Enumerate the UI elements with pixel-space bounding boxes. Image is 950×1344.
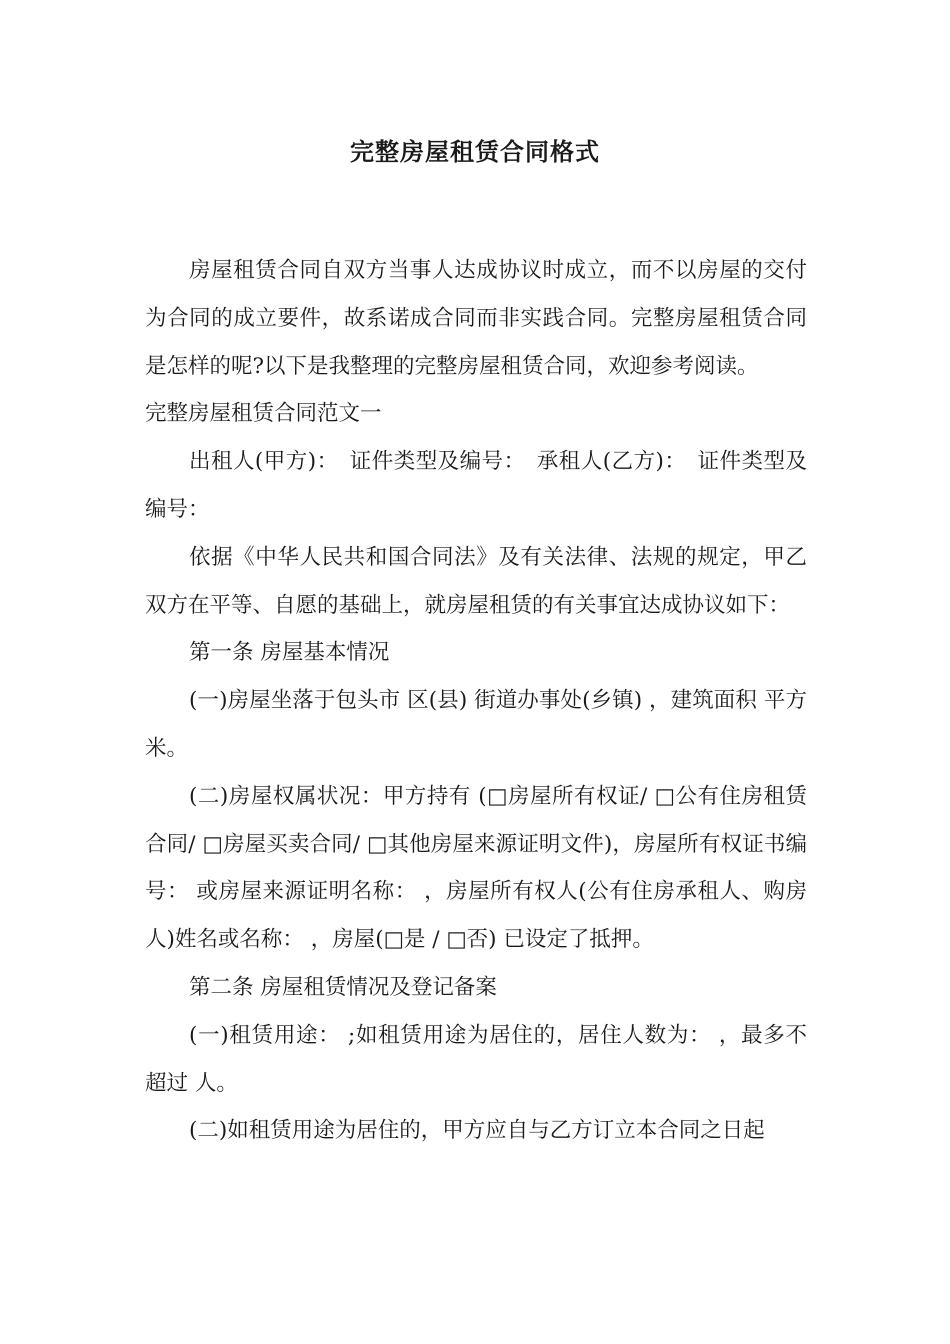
section-heading: 完整房屋租赁合同范文一 [145, 401, 382, 427]
paragraph: (一)租赁用途： ;如租赁用途为居住的，居住人数为： ，最多不超过 人。 [145, 1022, 807, 1096]
paragraph: (一)房屋坐落于包头市 区(县) 街道办事处(乡镇) ，建筑面积 平方米。 [145, 688, 807, 761]
paragraph: 出租人(甲方)： 证件类型及编号： 承租人(乙方)： 证件类型及编号： [145, 449, 807, 522]
paragraph: (二)房屋权属状况：甲方持有 (□房屋所有权证/ □公有住房租赁合同/ □房屋买卖合同/ □其他房屋来源证明文件)，房屋所有权证书编号： 或房屋来源证明名称： ，房屋所有权人(公有住房承租人、购房人)姓名或名称： ，房屋(□是 / □否) 已设定了抵押。 [145, 783, 807, 953]
paragraph: 房屋租赁合同自双方当事人达成协议时成立，而不以房屋的交付为合同的成立要件，故系诺成合同而非实践合同。完整房屋租赁合同是怎样的呢?以下是我整理的完整房屋租赁合同，欢迎参考阅读。 [145, 258, 807, 379]
article-heading: 第一条 房屋基本情况 [189, 640, 390, 666]
article-heading: 第二条 房屋租赁情况及登记备案 [189, 974, 497, 1000]
paragraph: (二)如租赁用途为居住的，甲方应自与乙方订立本合同之日起 [189, 1118, 765, 1144]
paragraph: 依据《中华人民共和国合同法》及有关法律、法规的规定，甲乙双方在平等、自愿的基础上，就房屋租赁的有关事宜达成协议如下： [145, 544, 807, 618]
document-body [145, 247, 807, 1155]
document-title: 完整房屋租赁合同格式 [350, 138, 600, 166]
